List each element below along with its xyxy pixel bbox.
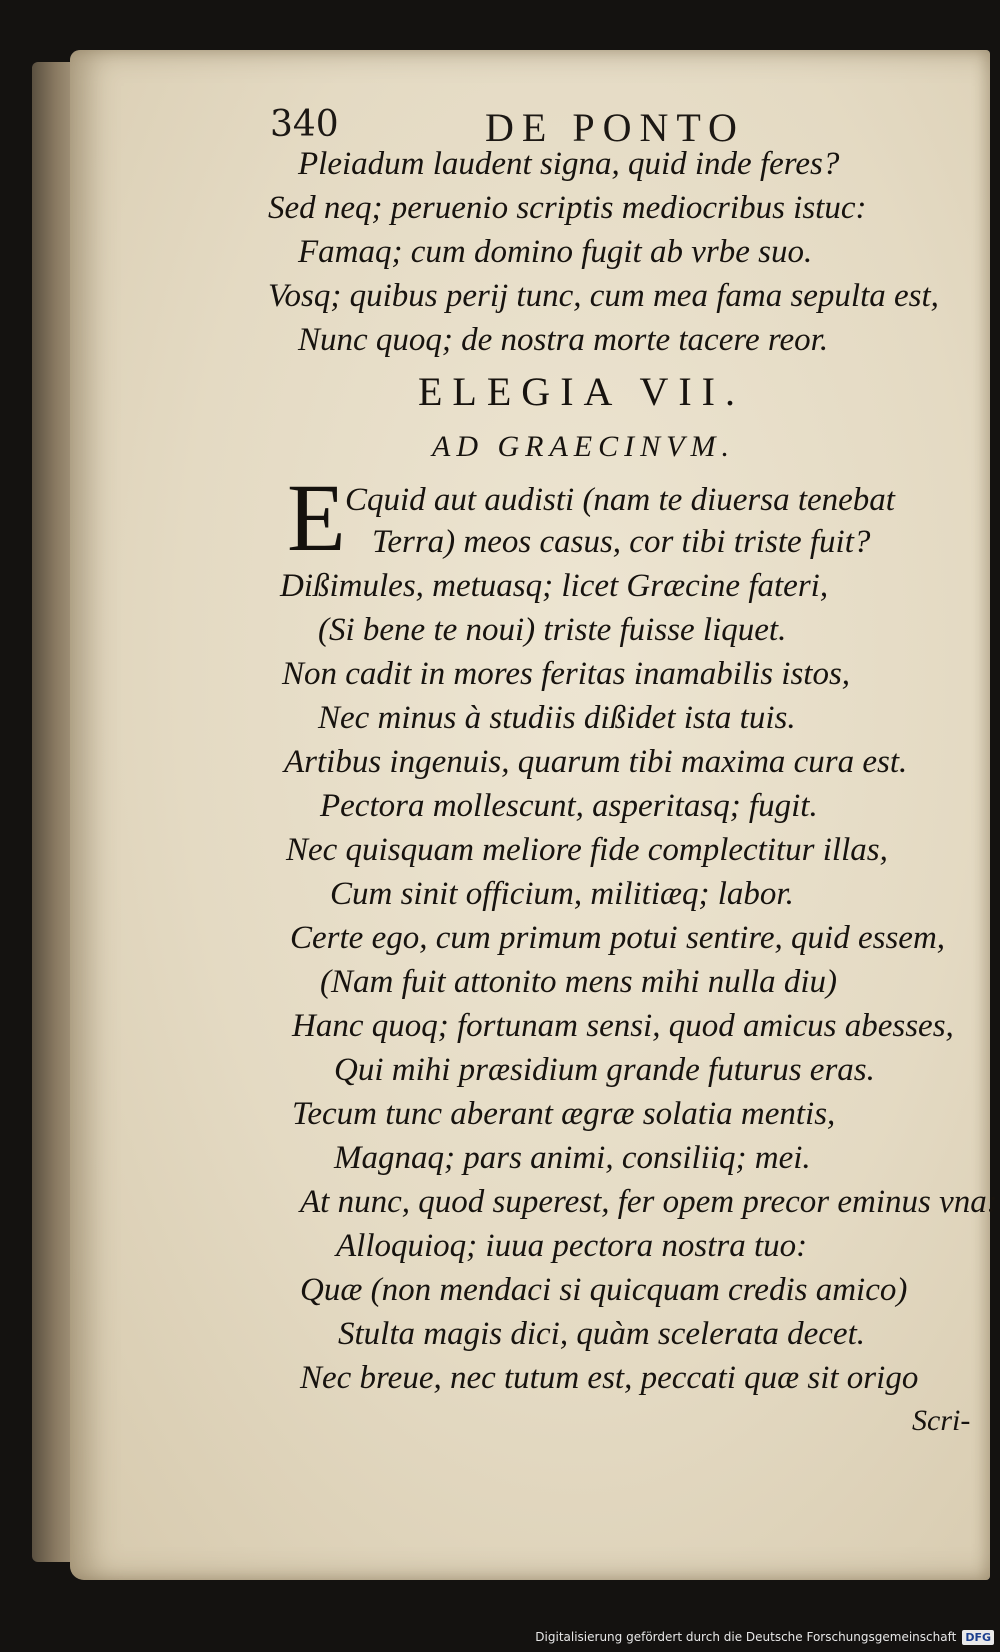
header-title: DE PONTO [485, 105, 745, 150]
verse-line: Nec quisquam meliore fide complectitur illas, [286, 832, 888, 868]
verse-line: At nunc, quod superest, fer opem precor eminus vna: [300, 1184, 998, 1220]
verse-line: Stulta magis dici, quàm scelerata decet. [338, 1316, 865, 1352]
elegy-dedication: AD GRAECINVM. [432, 430, 735, 463]
verse-line: Qui mihi præsidium grande futurus eras. [334, 1052, 875, 1088]
verse-line: Sed neq; peruenio scriptis mediocribus istuc: [268, 190, 867, 226]
verse-line: (Nam fuit attonito mens mihi nulla diu) [320, 964, 837, 1000]
elegy-heading: ELEGIA VII. [418, 369, 745, 414]
verse-line: Artibus ingenuis, quarum tibi maxima cura est. [284, 744, 908, 780]
funding-credit-text: Digitalisierung gefördert durch die Deutsche Forschungsgemeinschaft [535, 1630, 957, 1644]
verse-line: Nec breue, nec tutum est, peccati quæ sit origo [300, 1360, 919, 1396]
digitization-credit-footer [535, 1626, 994, 1648]
verse-line: Hanc quoq; fortunam sensi, quod amicus abesses, [292, 1008, 954, 1044]
verse-line: Cum sinit officium, militiæq; labor. [330, 876, 794, 912]
running-head [270, 104, 790, 148]
verse-line: Tecum tunc aberant ægræ solatia mentis, [292, 1096, 836, 1132]
verse-line: Famaq; cum domino fugit ab vrbe suo. [298, 234, 813, 270]
verse-line: Pleiadum laudent signa, quid inde feres? [298, 146, 840, 182]
verse-line: (Si bene te noui) triste fuisse liquet. [318, 612, 787, 648]
dfg-logo: DFG [962, 1630, 994, 1645]
verse-line: Quæ (non mendaci si quicquam credis amico) [300, 1272, 908, 1308]
verse-line: Alloquioq; iuua pectora nostra tuo: [336, 1228, 808, 1264]
verse-line: Certe ego, cum primum potui sentire, quid essem, [290, 920, 946, 956]
verse-line: Dißimules, metuasq; licet Græcine fateri, [280, 568, 829, 604]
verse-line: Vosq; quibus perij tunc, cum mea fama sepulta est, [268, 278, 939, 314]
verse-line: Nec minus à studiis dißidet ista tuis. [318, 700, 796, 736]
verse-line: Non cadit in mores feritas inamabilis istos, [282, 656, 851, 692]
verse-line: Pectora mollescunt, asperitasq; fugit. [320, 788, 818, 824]
page-number: 340 [270, 104, 339, 145]
drop-cap-initial: E [287, 464, 346, 571]
verse-line: Terra) meos casus, cor tibi triste fuit? [372, 524, 871, 560]
verse-line: Cquid aut audisti (nam te diuersa tenebat [345, 482, 895, 518]
catchword: Scri- [912, 1404, 971, 1437]
verse-line: Magnaq; pars animi, consiliiq; mei. [334, 1140, 811, 1176]
verse-line: Nunc quoq; de nostra morte tacere reor. [298, 322, 829, 358]
